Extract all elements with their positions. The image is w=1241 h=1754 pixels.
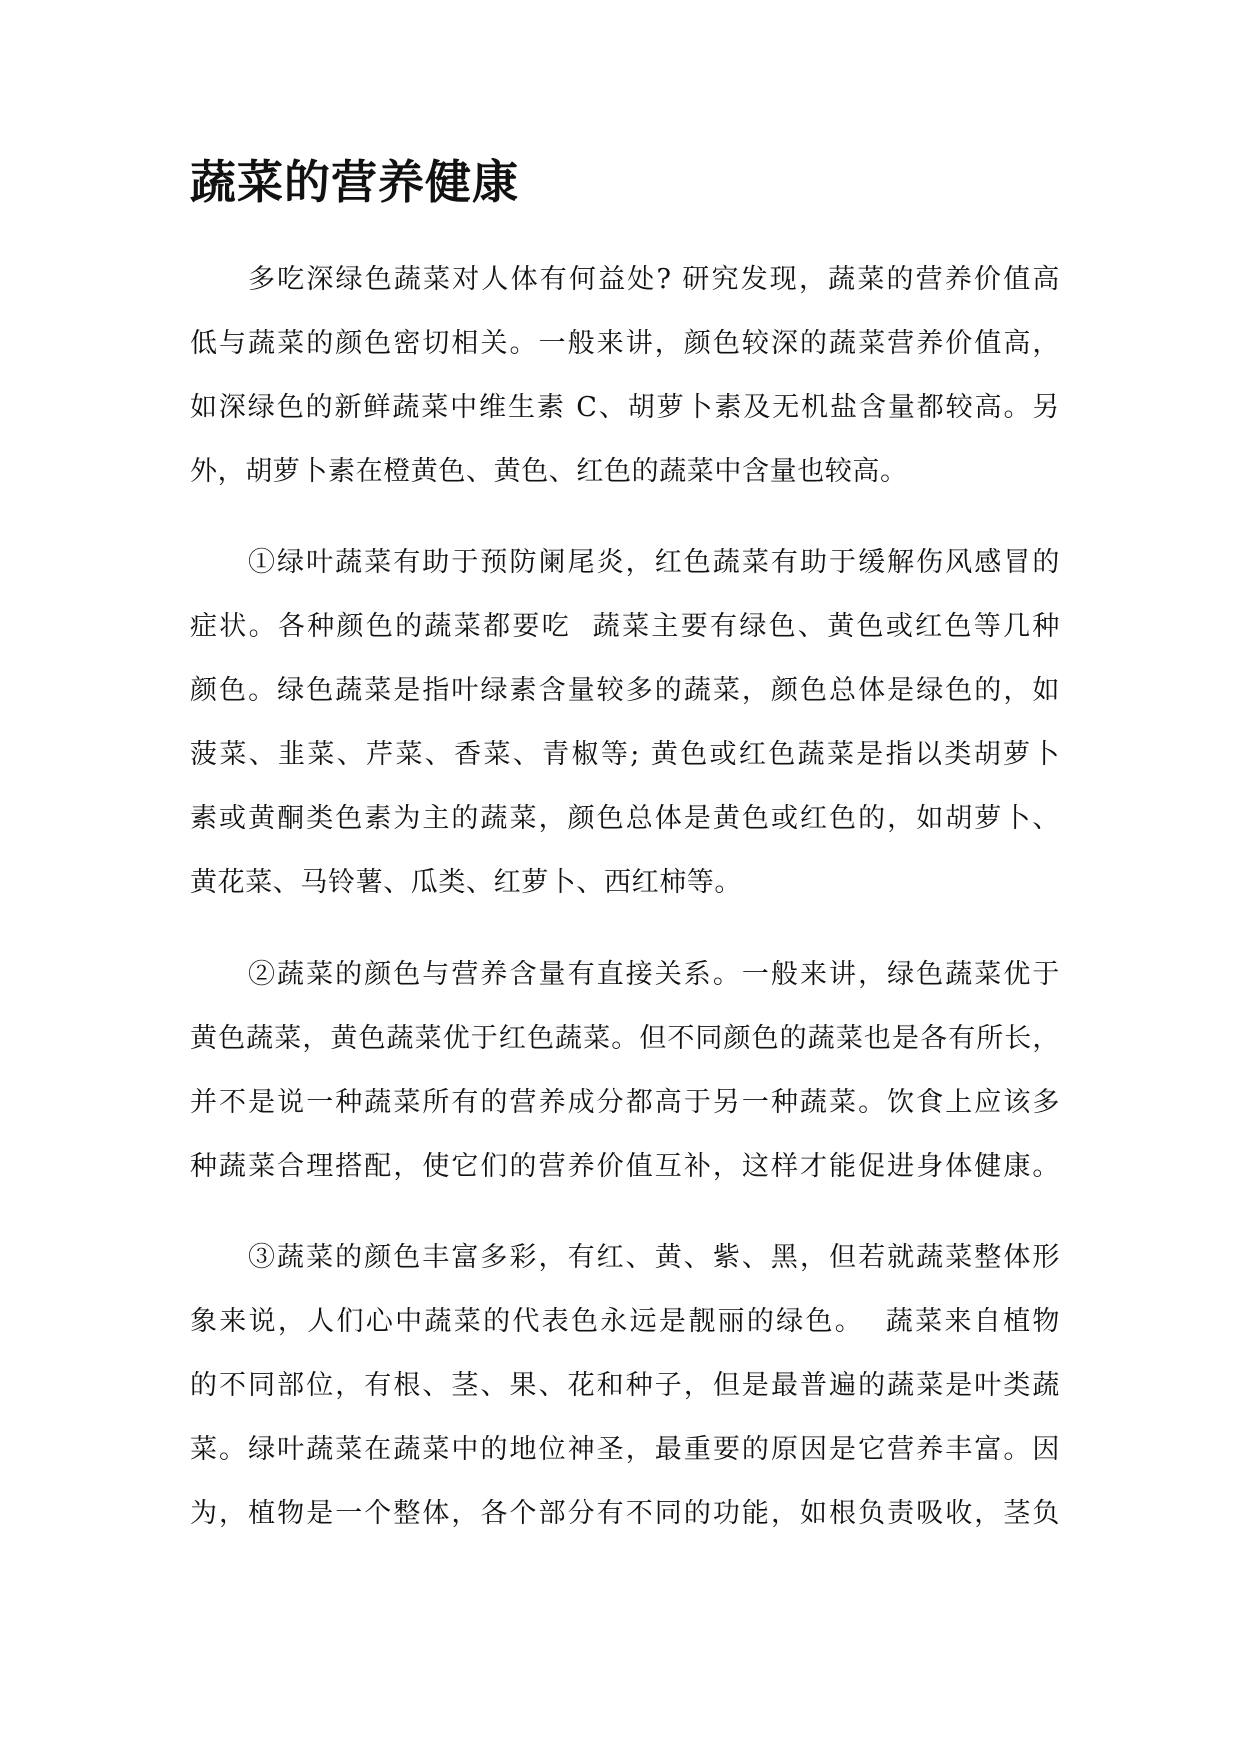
paragraph-line: 种蔬菜合理搭配，使它们的营养价值互补，这样才能促进身体健康。 [190, 1151, 1060, 1182]
paragraph-line: ③蔬菜的颜色丰富多彩，有红、黄、紫、黑，但若就蔬菜整体形 [248, 1242, 1060, 1273]
paragraph-line: 黄花菜、马铃薯、瓜类、红萝卜、西红柿等。 [190, 867, 742, 898]
paragraph-line: 低与蔬菜的颜色密切相关。一般来讲，颜色较深的蔬菜营养价值高， [190, 328, 1060, 359]
paragraph-line: 症状。各种颜色的蔬菜都要吃 蔬菜主要有绿色、黄色或红色等几种 [190, 611, 1060, 642]
paragraph-line: 素或黄酮类色素为主的蔬菜，颜色总体是黄色或红色的，如胡萝卜、 [190, 803, 1060, 834]
paragraph-line: 并不是说一种蔬菜所有的营养成分都高于另一种蔬菜。饮食上应该多 [190, 1087, 1060, 1118]
paragraph-line: 的不同部位，有根、茎、果、花和种子，但是最普遍的蔬菜是叶类蔬 [190, 1370, 1060, 1401]
paragraph-4 [190, 1226, 1060, 1546]
paragraph-line: 黄色蔬菜，黄色蔬菜优于红色蔬菜。但不同颜色的蔬菜也是各有所长， [190, 1023, 1060, 1054]
paragraph-line: 为，植物是一个整体，各个部分有不同的功能，如根负责吸收，茎负 [190, 1498, 1060, 1529]
paragraph-3 [190, 943, 1060, 1199]
document-title: 蔬菜的营养健康 [190, 155, 519, 209]
paragraph-line: 菠菜、韭菜、芹菜、香菜、青椒等; 黄色或红色蔬菜是指以类胡萝卜 [190, 739, 1060, 770]
paragraph-1 [190, 248, 1060, 504]
paragraph-2 [190, 531, 1060, 915]
paragraph-line: 菜。绿叶蔬菜在蔬菜中的地位神圣，最重要的原因是它营养丰富。因 [190, 1434, 1060, 1465]
paragraph-line: 外，胡萝卜素在橙黄色、黄色、红色的蔬菜中含量也较高。 [190, 456, 908, 487]
paragraph-line: 象来说，人们心中蔬菜的代表色永远是靓丽的绿色。 蔬菜来自植物 [190, 1306, 1060, 1337]
paragraph-line: 多吃深绿色蔬菜对人体有何益处? 研究发现，蔬菜的营养价值高 [248, 264, 1060, 295]
paragraph-line: 颜色。绿色蔬菜是指叶绿素含量较多的蔬菜，颜色总体是绿色的，如 [190, 675, 1060, 706]
paragraph-line: ②蔬菜的颜色与营养含量有直接关系。一般来讲，绿色蔬菜优于 [248, 959, 1060, 990]
paragraph-line: 如深绿色的新鲜蔬菜中维生素 C、胡萝卜素及无机盐含量都较高。另 [190, 392, 1060, 423]
paragraph-line: ①绿叶蔬菜有助于预防阑尾炎，红色蔬菜有助于缓解伤风感冒的 [248, 547, 1060, 578]
